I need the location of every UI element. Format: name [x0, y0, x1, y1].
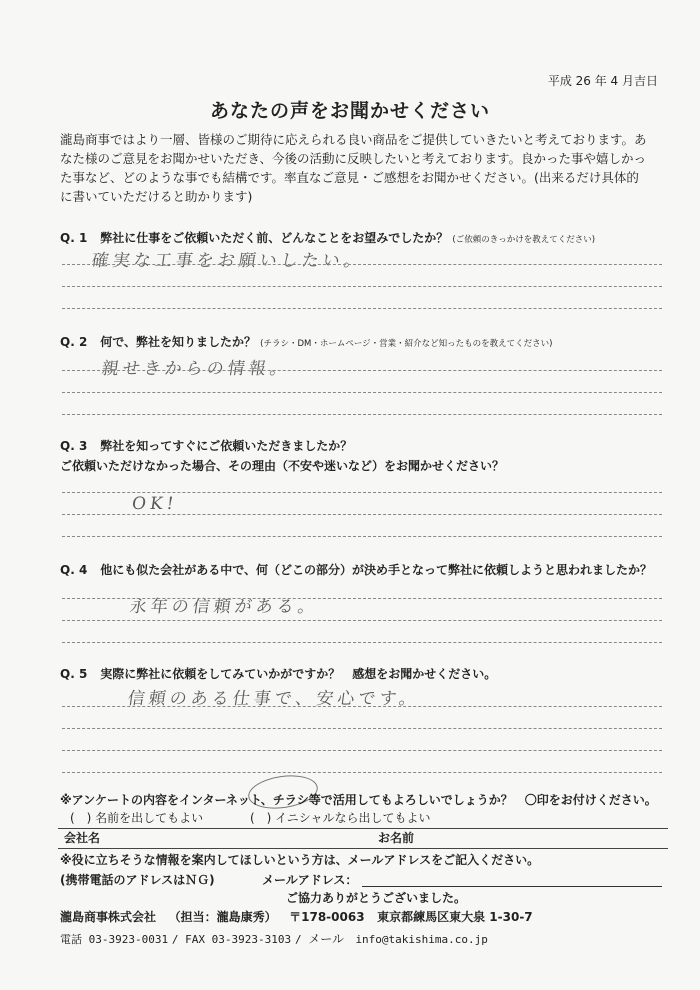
email-address[interactable]: info@takishima.co.jp [355, 933, 488, 946]
question-4 [60, 560, 670, 580]
contact-person: （担当：瀧島康秀） [168, 910, 277, 924]
page-title: あなたの声をお聞かせください [209, 100, 490, 122]
fax-number: FAX 03-3923-3103 [185, 933, 292, 946]
postal-code: 〒178-0063 [289, 910, 365, 924]
answer-handwriting: 確実な工事をお願いしたい。 [90, 251, 367, 271]
email-input-line[interactable] [362, 886, 662, 887]
question-number: Q. 5 [60, 667, 88, 681]
question-text: 実際に弊社に依頼をしてみていかがですか？ 感想をお聞かせください。 [100, 667, 497, 681]
answer-line [62, 264, 662, 265]
answer-line [62, 642, 662, 643]
answer-line [62, 370, 662, 371]
question-3 [60, 436, 670, 456]
intro-paragraph: 瀧島商事ではより一層、皆様のご期待に応えられる良い商品をご提供していきたいと考えております。あなた様のご意見をお聞かせいただき、今後の活動に反映したいと考えております。良かった事や嬉しかった事など、どのような事でも結構です。率直なご意見・ご感想をお聞かせください。(出来るだけ具体的に書いていただけると助かります) [60, 132, 647, 204]
address: 東京都練馬区東大泉 1-30-7 [377, 910, 533, 924]
contact-info: 電話 03-3923-0031 / FAX 03-3923-3103 / メール info@takishima.co.jp [60, 932, 488, 946]
answer-line [62, 706, 662, 707]
answer-line [62, 536, 662, 537]
question-3-continued [60, 456, 670, 476]
issue-date: 平成 26 年 4 月吉日 [547, 74, 658, 88]
question-text: 弊社を知ってすぐにご依頼いただきましたか？ [100, 439, 353, 453]
divider [58, 828, 668, 829]
answer-line [62, 620, 662, 621]
question-number: Q. 2 [60, 335, 88, 349]
answer-line [62, 598, 662, 599]
consent-option-initials[interactable]: ( ) イニシャルなら出してもよい [250, 811, 431, 825]
question-number: Q. 4 [60, 563, 88, 577]
email-field-label: メールアドレス： [262, 873, 358, 887]
info-request-text: ※役に立ちそうな情報を案内してほしいという方は、メールアドレスをご記入ください。 [60, 853, 540, 867]
question-text: 他にも似た会社がある中で、何（どこの部分）が決め手となって弊社に依頼しようと思われましたか？ [100, 563, 652, 577]
name-label: お名前 [378, 831, 415, 845]
consent-question: ※アンケートの内容をインターネット、チラシ等で活用してもよろしいでしょうか？ 〇印をお付けください。 [60, 793, 657, 807]
answer-line [62, 514, 662, 515]
answer-line [62, 286, 662, 287]
email-label: メール [308, 932, 344, 946]
company-info [60, 908, 533, 925]
question-number: Q. 1 [60, 231, 88, 245]
company-name: 瀧島商事株式会社 [60, 910, 157, 924]
answer-handwriting: OK! [130, 494, 179, 514]
question-text: 何で、弊社を知りましたか？ [100, 335, 256, 349]
answer-line [62, 392, 662, 393]
answer-handwriting: 永年の信頼がある。 [128, 597, 321, 617]
question-text: ご依頼いただけなかった場合、その理由（不安や迷いなど）をお聞かせください？ [60, 459, 505, 473]
answer-line [62, 308, 662, 309]
answer-line [62, 728, 662, 729]
thanks-text: ご協力ありがとうございました。 [286, 891, 467, 905]
answer-line [62, 772, 662, 773]
answer-line [62, 750, 662, 751]
answer-handwriting: 信頼のある仕事で、安心です。 [126, 689, 422, 709]
question-note: (ご依頼のきっかけを教えてください) [452, 235, 596, 245]
answer-line [62, 414, 662, 415]
company-label: 会社名 [64, 831, 101, 845]
divider [58, 848, 668, 849]
answer-line [62, 492, 662, 493]
question-text: 弊社に仕事をご依頼いただく前、どんなことをお望みでしたか？ [100, 231, 449, 245]
question-2 [60, 332, 670, 354]
mobile-note: (携帯電話のアドレスはＮＧ) [60, 873, 215, 887]
question-5 [60, 664, 670, 684]
phone-number: 電話 03-3923-0031 [60, 933, 169, 946]
question-note: (チラシ・DM・ホームページ・営業・紹介など知ったものを教えてください) [260, 339, 553, 349]
consent-option-name[interactable]: ( ) 名前を出してもよい [70, 811, 204, 825]
question-number: Q. 3 [60, 439, 88, 453]
answer-handwriting: 親せきからの情報。 [100, 359, 293, 379]
